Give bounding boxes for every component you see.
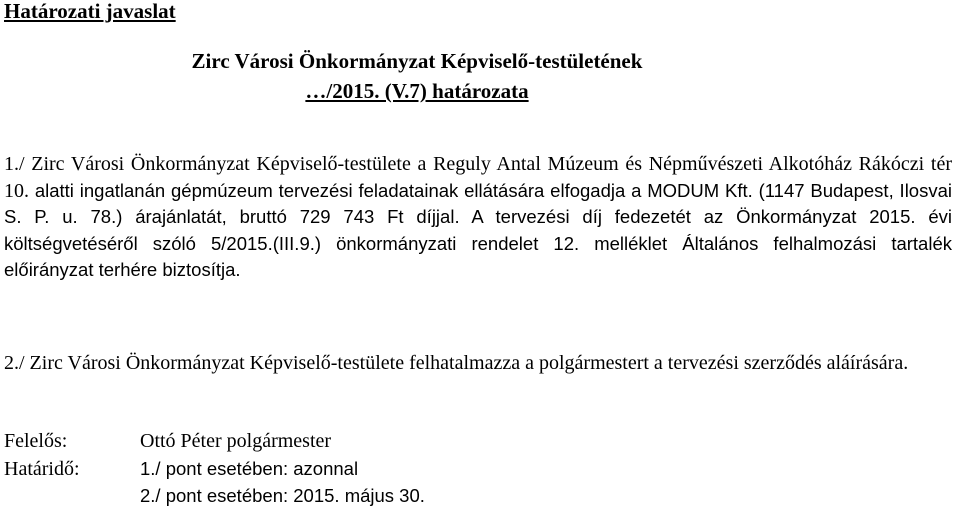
resolution-title: Zirc Városi Önkormányzat Képviselő-testületének [191, 49, 643, 73]
responsible-value: Ottó Péter polgármester [140, 430, 332, 452]
deadline-value-1: 1./ pont esetében: azonnal [140, 458, 359, 479]
resolution-paragraph-2: 2./ Zirc Városi Önkormányzat Képviselő-testülete felhatalmazza a polgármestert a tervezési szerződés aláírására. [4, 352, 909, 374]
resolution-paragraph-1 [4, 151, 952, 284]
paragraph-1-part-1: 1./ Zirc Városi Önkormányzat Képviselő-testülete a Reguly Antal Múzeum és Népművészeti Alkotóház Rákóczi tér 10. [4, 153, 952, 202]
responsible-label: Felelős: [4, 430, 68, 452]
resolution-number: …/2015. (V.7) határozata [305, 79, 529, 103]
deadline-value-2: 2./ pont esetében: 2015. május 30. [140, 485, 425, 506]
document-heading: Határozati javaslat [4, 0, 176, 23]
paragraph-1-part-2: alatti ingatlanán gépmúzeum tervezési feladatainak ellátására elfogadja a MODUM Kft. (1147 Budapest, Ilosvai S. P. u. 78.) árajánlatát, bruttó 729 743 Ft díjjal. A tervezési díj fedezetét az Önkormányzat 2015. évi költségvetéséről szóló 5/2015.(III.9.) önkormányzati rendelet 12. melléklet Általános felhalmozási tartalék előirányzat terhére biztosítja. [4, 179, 952, 280]
deadline-label: Határidő: [4, 458, 80, 480]
